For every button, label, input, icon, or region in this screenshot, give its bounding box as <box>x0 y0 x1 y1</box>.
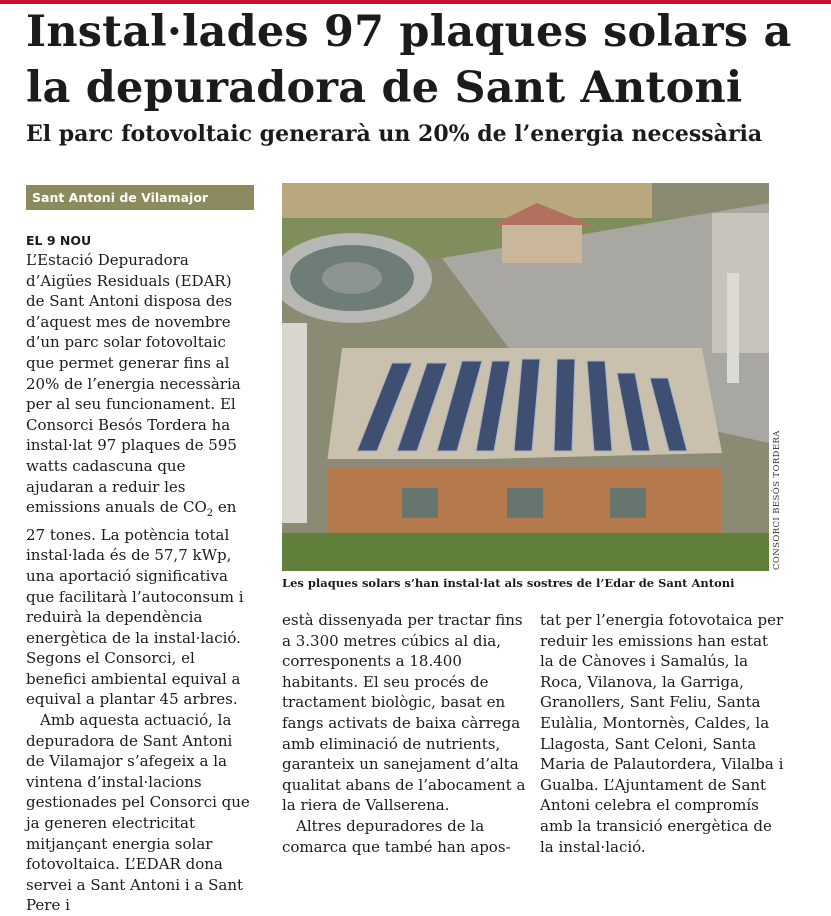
paragraph <box>26 250 254 710</box>
byline: EL 9 NOU <box>26 233 92 248</box>
paragraph: Altres depuradores de la comarca que també han apos- <box>282 816 511 856</box>
photo-caption: Les plaques solars s’han instal·lat als sostres de l’Edar de Sant Antoni <box>282 576 735 590</box>
article-column-1 <box>26 232 254 916</box>
solar-plant-photo <box>282 183 769 571</box>
subheadline: El parc fotovoltaic generarà un 20% de l’energia necessària <box>26 121 763 147</box>
article-column-3 <box>540 610 785 857</box>
photo-credit-text: CONSORCI BESÒS TORDERA <box>772 430 782 570</box>
paragraph: tat per l’energia fotovotaica per reduir les emissions han estat la de Cànoves i Samalús, la Roca, Vilanova, la Garriga, Granollers, Sant Feliu, Santa Eulàlia, Montornès, Caldes, la Llagosta, Sant Celoni, Santa Maria de Palautordera, Vilalba i Gualba. L’Ajuntament de Sant Antoni celebra el compromís amb la transició energètica de la instal·lació. <box>540 611 784 856</box>
text-run: L’Estació Depuradora d’Aigües Residuals (EDAR) de Sant Antoni disposa des d’aquest mes de novembre d’un parc solar fotovoltaic que permet generar fins al 20% de l’energia necessària per al seu funcionament. El Consorci Besós Tordera ha instal·lat 97 plaques de 595 watts cadascuna que ajudaran a reduir les emissions anuals de CO <box>26 251 241 517</box>
paragraph: Amb aquesta actuació, la depuradora de Sant Antoni de Vilamajor s’afegeix a la vintena d’instal·lacions gestionades pel Consorci que ja generen electricitat mitjançant energia solar fotovoltaica. L’EDAR dona servei a Sant Antoni i a Sant Pere i <box>26 711 250 915</box>
subscript: 2 <box>206 508 214 520</box>
location-tag: Sant Antoni de Vilamajor <box>26 185 254 210</box>
text-run: en 27 tones. La potència total instal·lada és de 57,7 kWp, una aportació significativa que facilitarà l’autoconsum i reduirà la dependència energètica de la instal·lació. Segons el Consorci, el benefici ambiental equival a equival a plantar 45 arbres. <box>26 498 244 709</box>
article-column-2 <box>282 610 527 857</box>
paragraph: està dissenyada per tractar fins a 3.300 metres cúbics al dia, corresponents a 18.400 habitants. El seu procés de tractament biològic, basat en fangs activats de baixa càrrega amb eliminació de nutrients, garanteix un sanejament d’alta qualitat abans de l’abocament a la riera de Vallserena. <box>282 611 526 815</box>
headline: Instal·lades 97 plaques solars a la depuradora de Sant Antoni <box>26 7 792 113</box>
photo-credit <box>772 430 786 570</box>
